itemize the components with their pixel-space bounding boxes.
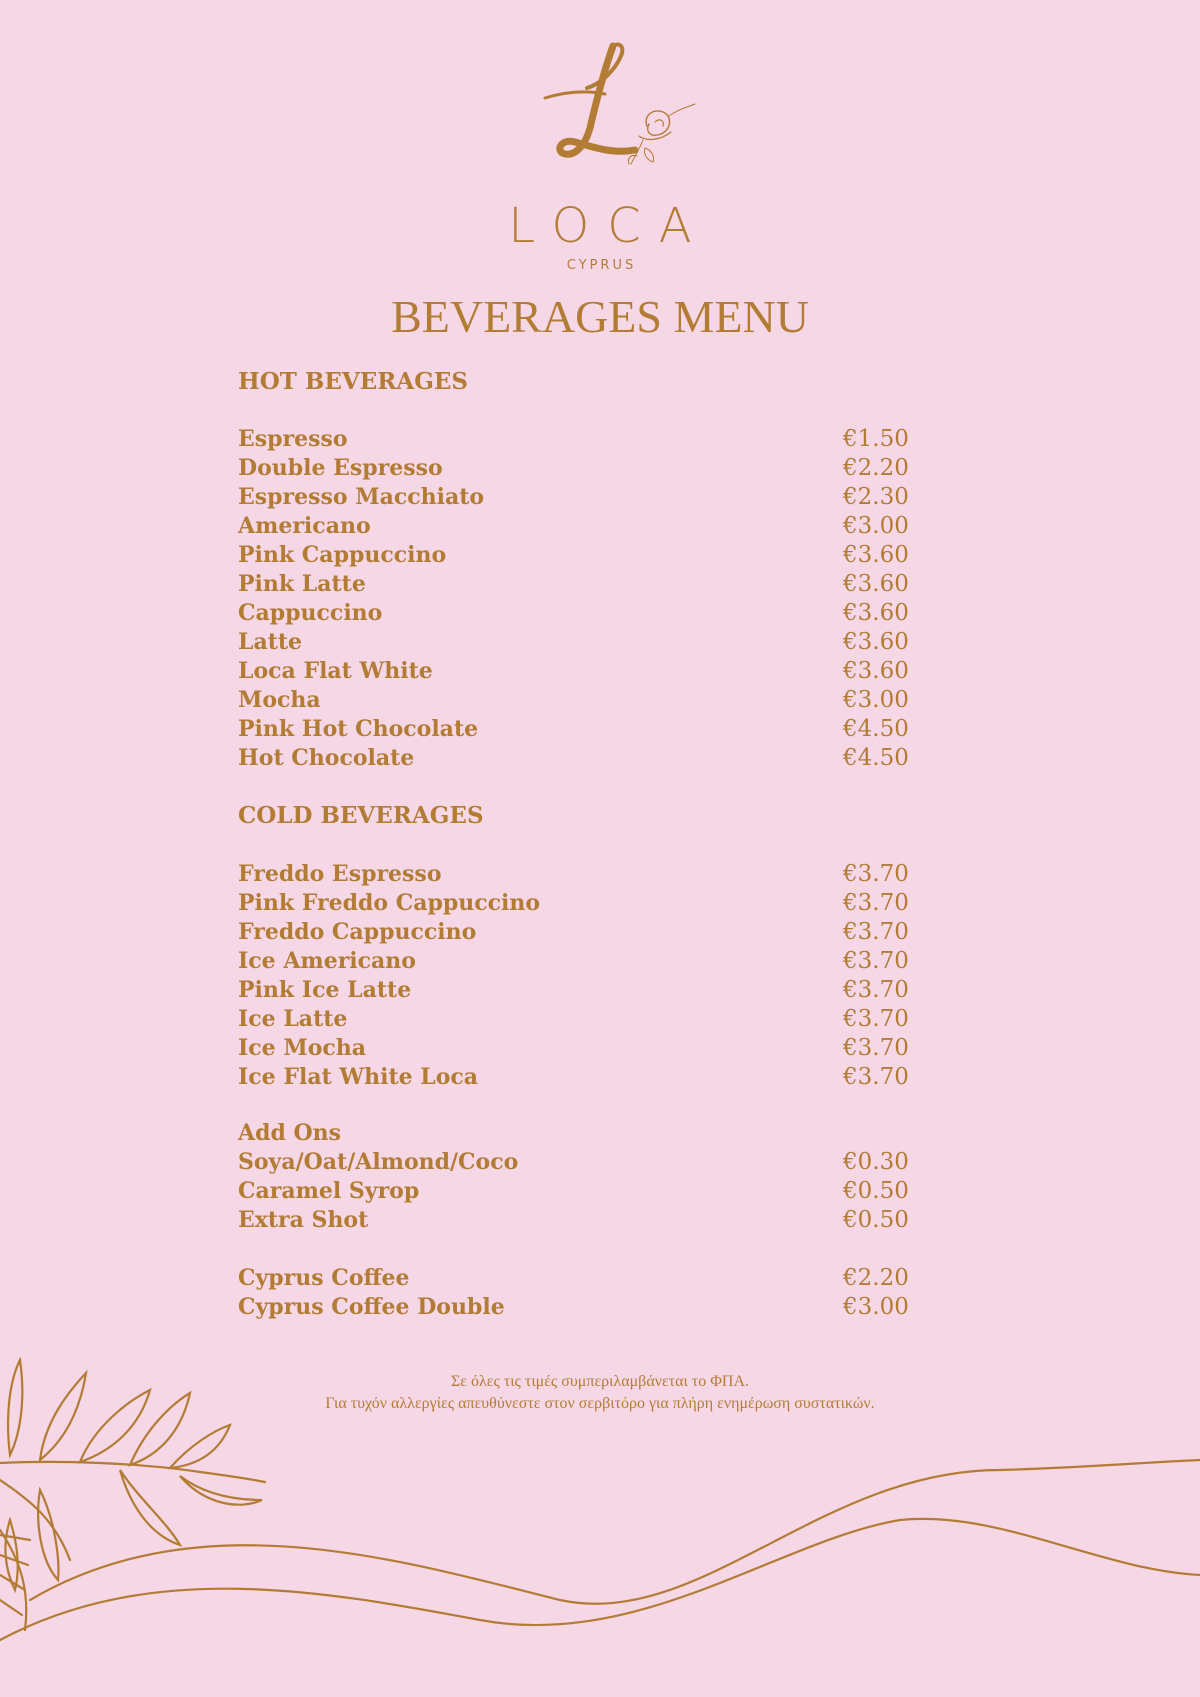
item-price: €0.30 [843, 1149, 909, 1175]
page-title: BEVERAGES MENU [391, 291, 809, 342]
item-name: Pink Freddo Cappuccino [238, 890, 541, 916]
wave-line-lower [0, 1519, 1200, 1640]
list-item [238, 1293, 908, 1322]
item-name: Cappuccino [238, 600, 383, 626]
list-item [238, 454, 908, 483]
item-price: €4.50 [843, 716, 909, 742]
list-item [238, 657, 908, 686]
item-name: Pink Hot Chocolate [238, 716, 479, 742]
list-item [238, 860, 908, 889]
list-item [238, 599, 908, 628]
item-name: Hot Chocolate [238, 745, 415, 771]
section-title-cold: COLD BEVERAGES [238, 802, 484, 829]
list-item [238, 541, 908, 570]
cold-beverages-list [238, 860, 908, 1092]
item-price: €3.60 [843, 571, 909, 597]
item-name: Ice Flat White Loca [238, 1064, 479, 1090]
item-price: €3.70 [843, 948, 909, 974]
list-item [238, 889, 908, 918]
item-price: €3.00 [843, 1294, 909, 1320]
item-price: €1.50 [843, 426, 909, 452]
item-price: €3.60 [843, 629, 909, 655]
item-price: €3.60 [843, 658, 909, 684]
cyprus-coffee-list [238, 1264, 908, 1322]
list-item [238, 686, 908, 715]
list-item [238, 1206, 908, 1235]
item-price: €3.60 [843, 600, 909, 626]
item-price: €0.50 [843, 1207, 909, 1233]
item-price: €3.70 [843, 1064, 909, 1090]
list-item [238, 628, 908, 657]
item-price: €3.70 [843, 1035, 909, 1061]
list-item [238, 947, 908, 976]
item-name: Espresso Macchiato [238, 484, 485, 510]
hot-beverages-list [238, 425, 908, 773]
list-item [238, 1034, 908, 1063]
item-name: Caramel Syrop [238, 1178, 420, 1204]
item-name: Freddo Cappuccino [238, 919, 477, 945]
list-item [238, 715, 908, 744]
item-price: €3.70 [843, 977, 909, 1003]
item-name: Latte [238, 629, 303, 655]
brand-name: LOCA [508, 198, 710, 254]
list-item [238, 425, 908, 454]
item-name: Pink Ice Latte [238, 977, 412, 1003]
item-price: €2.20 [843, 1265, 909, 1291]
item-name: Americano [238, 513, 371, 539]
item-price: €2.20 [843, 455, 909, 481]
list-item [238, 918, 908, 947]
item-name: Cyprus Coffee Double [238, 1294, 505, 1320]
item-price: €3.70 [843, 1006, 909, 1032]
item-name: Ice Mocha [238, 1035, 367, 1061]
item-price: €3.70 [843, 919, 909, 945]
list-item [238, 483, 908, 512]
brand-location: CYPRUS [566, 258, 637, 273]
item-price: €2.30 [843, 484, 909, 510]
item-name: Cyprus Coffee [238, 1265, 410, 1291]
section-title-hot: HOT BEVERAGES [238, 368, 468, 395]
item-name: Soya/Oat/Almond/Coco [238, 1149, 519, 1175]
list-item [238, 1005, 908, 1034]
item-price: €3.70 [843, 861, 909, 887]
item-name: Freddo Espresso [238, 861, 442, 887]
item-name: Ice Latte [238, 1006, 348, 1032]
item-price: €3.70 [843, 890, 909, 916]
list-item [238, 512, 908, 541]
list-item [238, 744, 908, 773]
item-name: Loca Flat White [238, 658, 433, 684]
list-item [238, 570, 908, 599]
item-name: Ice Americano [238, 948, 416, 974]
item-price: €3.00 [843, 513, 909, 539]
list-item [238, 1177, 908, 1206]
item-name: Extra Shot [238, 1207, 369, 1233]
list-item [238, 1148, 908, 1177]
vat-note: Σε όλες τις τιμές συμπεριλαμβάνεται το ΦΠΑ. [450, 1373, 750, 1390]
item-price: €3.60 [843, 542, 909, 568]
addons-list [238, 1148, 908, 1235]
wave-line-upper [30, 1460, 1200, 1604]
item-price: €0.50 [843, 1178, 909, 1204]
item-name: Espresso [238, 426, 348, 452]
item-price: €4.50 [843, 745, 909, 771]
section-title-addons: Add Ons [238, 1120, 342, 1146]
list-item [238, 1264, 908, 1293]
item-price: €3.00 [843, 687, 909, 713]
list-item [238, 1063, 908, 1092]
list-item [238, 976, 908, 1005]
item-name: Double Espresso [238, 455, 443, 481]
item-name: Pink Cappuccino [238, 542, 447, 568]
item-name: Pink Latte [238, 571, 366, 597]
item-name: Mocha [238, 687, 321, 713]
script-l-rose-logo-icon [535, 38, 705, 173]
allergy-note: Για τυχόν αλλεργίες απευθύνεστε στον σερβιτόρο για πλήρη ενημέρωση συστατικών. [325, 1395, 875, 1412]
